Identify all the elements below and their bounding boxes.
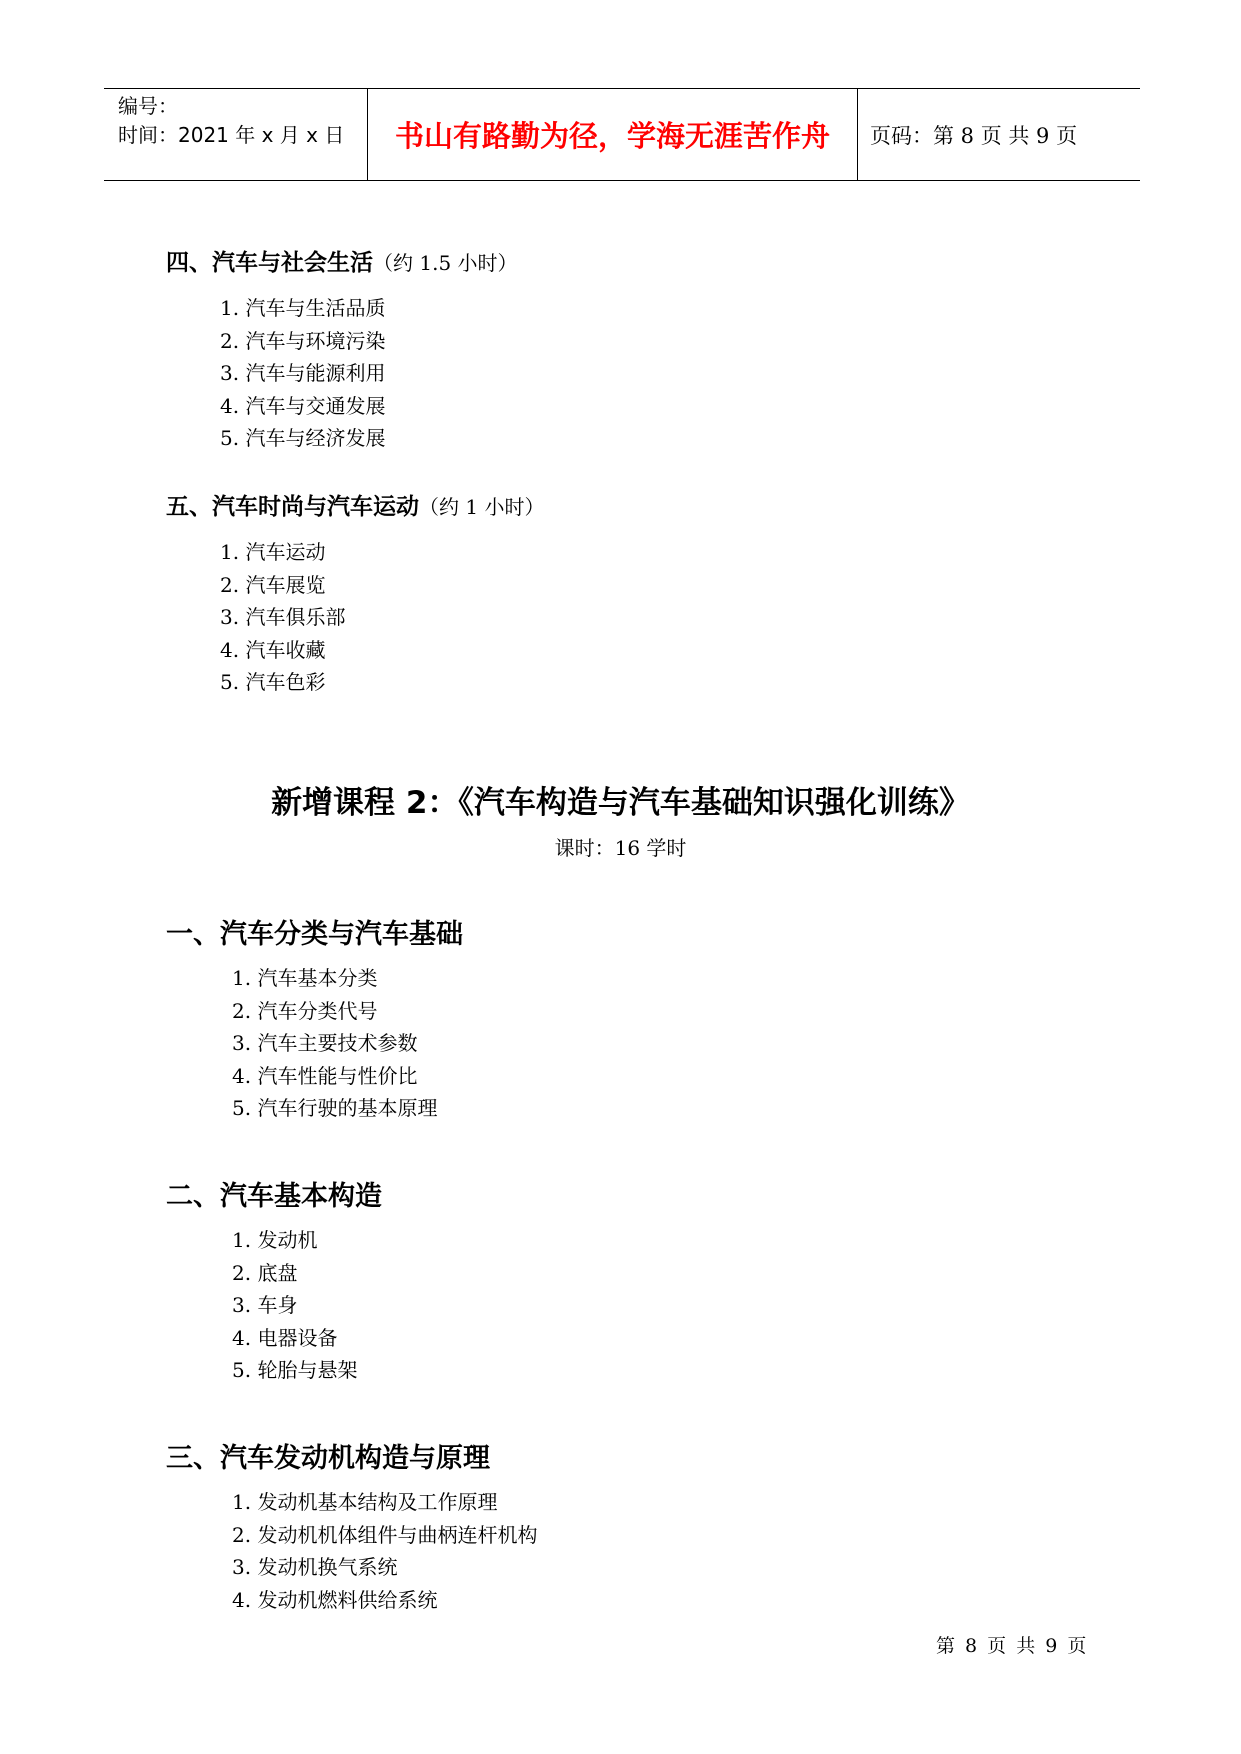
list-item: 4. 汽车收藏 [220, 637, 326, 662]
list-item: 1. 发动机基本结构及工作原理 [232, 1490, 498, 1514]
list-item: 4. 发动机燃料供给系统 [232, 1587, 438, 1612]
list-item: 3. 汽车主要技术参数 [232, 1031, 418, 1055]
list-item: 1. 发动机 [232, 1228, 318, 1252]
list-item: 5. 轮胎与悬架 [232, 1358, 358, 1382]
course-section-1-list [232, 962, 437, 1125]
section-title-4-note: （约 1.5 小时） [373, 251, 518, 275]
course-section-2-list [232, 1224, 357, 1387]
course-title: 新增课程 2：《汽车构造与汽车基础知识强化训练》 [271, 785, 970, 821]
section-title-4-text: 四、汽车与社会生活 [166, 250, 373, 276]
header-motto: 书山有路勤为径，学海无涯苦作舟 [394, 119, 830, 153]
list-item: 1. 汽车运动 [220, 540, 326, 564]
section-title-4 [166, 244, 518, 277]
list-item: 2. 汽车与环境污染 [220, 328, 386, 353]
section-title-5 [166, 488, 544, 521]
list-item: 5. 汽车与经济发展 [220, 426, 386, 450]
list-item: 5. 汽车色彩 [220, 670, 326, 694]
list-item: 3. 汽车俱乐部 [220, 605, 346, 629]
course-section-title-1: 一、汽车分类与汽车基础 [166, 919, 463, 950]
section-5-list [220, 536, 345, 699]
list-item: 4. 汽车与交通发展 [220, 393, 386, 418]
course-section-title-3: 三、汽车发动机构造与原理 [166, 1443, 490, 1474]
page-footer: 第 8 页 共 9 页 [936, 1635, 1089, 1657]
header-motto-cell [368, 89, 858, 180]
list-item: 1. 汽车基本分类 [232, 966, 378, 990]
document-number-label: 编号： [118, 94, 178, 118]
list-item: 3. 发动机换气系统 [232, 1555, 398, 1579]
list-item: 2. 底盘 [232, 1260, 298, 1285]
list-item: 5. 汽车行驶的基本原理 [232, 1096, 438, 1120]
course-section-3-list [232, 1486, 537, 1616]
list-item: 1. 汽车与生活品质 [220, 296, 386, 320]
list-item: 2. 汽车分类代号 [232, 998, 378, 1023]
list-item: 3. 车身 [232, 1293, 298, 1317]
section-4-list [220, 292, 385, 455]
document-time-label: 时间：2021 年 x 月 x 日 [118, 123, 345, 147]
header-page-label: 页码：第 8 页 共 9 页 [870, 123, 1078, 148]
course-hours: 课时：16 学时 [554, 836, 687, 860]
list-item: 4. 汽车性能与性价比 [232, 1063, 418, 1088]
list-item: 4. 电器设备 [232, 1325, 338, 1350]
page-header [104, 88, 1140, 181]
header-page-cell [858, 89, 1140, 180]
section-title-5-note: （约 1 小时） [419, 495, 545, 519]
list-item: 2. 发动机机体组件与曲柄连杆机构 [232, 1522, 538, 1547]
section-title-5-text: 五、汽车时尚与汽车运动 [166, 494, 419, 520]
course-section-title-2: 二、汽车基本构造 [166, 1181, 382, 1212]
header-left-cell [104, 89, 368, 180]
list-item: 2. 汽车展览 [220, 572, 326, 597]
list-item: 3. 汽车与能源利用 [220, 361, 386, 385]
